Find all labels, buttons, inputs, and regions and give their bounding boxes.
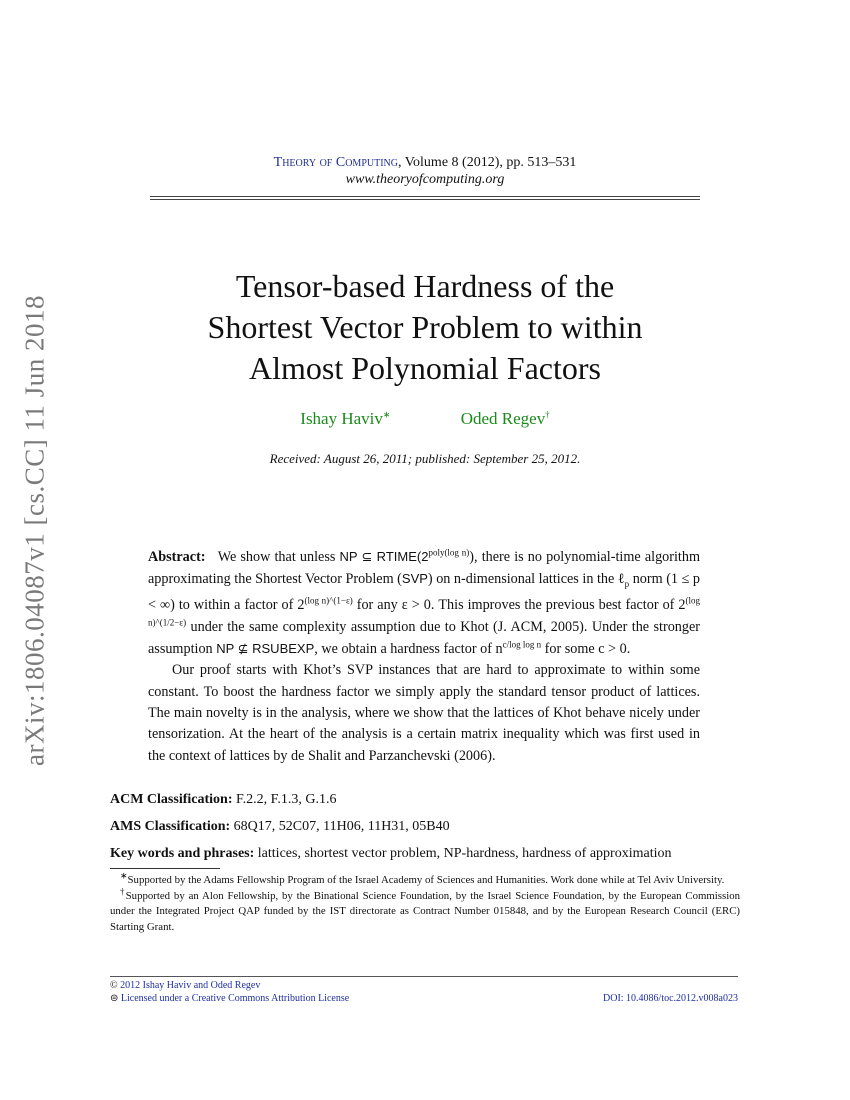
footnotes [110, 870, 741, 935]
footnote-rule [110, 868, 220, 869]
author[interactable]: Oded Regev† [460, 409, 550, 428]
author-list [0, 409, 850, 429]
footer-rule [110, 976, 738, 977]
keywords: Key words and phrases: lattices, shortest vector problem, NP-hardness, hardness of approximation [110, 846, 672, 861]
copyright-link[interactable]: 2012 Ishay Haviv and Oded Regev [120, 980, 261, 991]
title-line: Tensor-based Hardness of the [235, 268, 615, 304]
abstract-label: Abstract: [148, 549, 206, 565]
title-line: Shortest Vector Problem to within [207, 309, 643, 345]
footer [110, 979, 738, 1005]
paper-title [0, 266, 850, 389]
header-rule [150, 196, 700, 200]
journal-volume: , Volume 8 (2012), pp. 513–531 [397, 155, 577, 170]
journal-url[interactable]: www.theoryofcomputing.org [345, 172, 505, 187]
abstract-paragraph: Our proof starts with Khot’s SVP instances that are hard to approximate to within some constant. To boost the hardness factor we simply apply the standard tensor product of lattices. The main novelty is in the analysis, where we show that the lattices of Khot behave nicely under tensorization. At the heart of the analysis is a certain matrix inequality which was first used in the context of lattices by de Shalit and Parzanchevski (2006). [148, 662, 700, 764]
license-link[interactable]: Licensed under a Creative Commons Attribution License [120, 993, 350, 1004]
journal-name[interactable]: Theory of Computing [273, 155, 398, 170]
arxiv-identifier: arXiv:1806.04087v1 [cs.CC] 11 Jun 2018 [19, 295, 50, 766]
classification [110, 786, 750, 867]
acm-classification: ACM Classification: F.2.2, F.1.3, G.1.6 [110, 792, 337, 807]
doi-link[interactable]: DOI: 10.4086/toc.2012.v008a023 [603, 993, 738, 1004]
title-line: Almost Polynomial Factors [249, 350, 601, 386]
journal-header [0, 154, 850, 188]
copyright-icon: © [110, 980, 118, 991]
received-dates: Received: August 26, 2011; published: September 25, 2012. [269, 451, 581, 466]
cc-icon: ⊜ [110, 993, 119, 1004]
footnote: †Supported by an Alon Fellowship, by the Binational Science Foundation, by the Israel Science Foundation, by the European Commission under the Integrated Project QAP funded by the IST directorate as Contract Number 015848, and by the European Research Council (ERC) Starting Grant. [110, 885, 741, 933]
author[interactable]: Ishay Haviv∗ [300, 409, 391, 428]
ams-classification: AMS Classification: 68Q17, 52C07, 11H06, 11H31, 05B40 [110, 819, 450, 834]
footnote: ∗Supported by the Adams Fellowship Program of the Israel Academy of Sciences and Humanities. Work done while at Tel Aviv University. [120, 870, 725, 886]
abstract: Abstract: We show that unless NP ⊆ $RTIME(2^{poly(log n)})$, there is no polynomial-time algorithm approximating the Shortest Vector Problem (SVP) on n-dimensional lattices in the ℓ$_p$ norm (1 ≤ p < ∞) to within a factor of $2^{(log n)\^{}(1-\varepsilon)}$ for any ε > 0. This improves the previous best factor of $2^{(log n)\^{}(1/2-\varepsilon)}$ under the same complexity assumption due to Khot (J. ACM, 2005). Under the stronger assumption NP ⊈ RSUBEXP, we obtain a hardness factor of $n^{c/log log n}$ for some c > 0. Our proof starts with Khot’s SVP instances that are hard to approximate to within some constant. To boost the hardness factor we simply apply the standard tensor product of lattices. The main novelty is in the analysis, where we show that the lattices of Khot behave nicely under tensorization. At the heart of the analysis is a certain matrix inequality which was first used in the context of lattices by de Shalit and Parzanchevski (2006). [148, 546, 700, 767]
